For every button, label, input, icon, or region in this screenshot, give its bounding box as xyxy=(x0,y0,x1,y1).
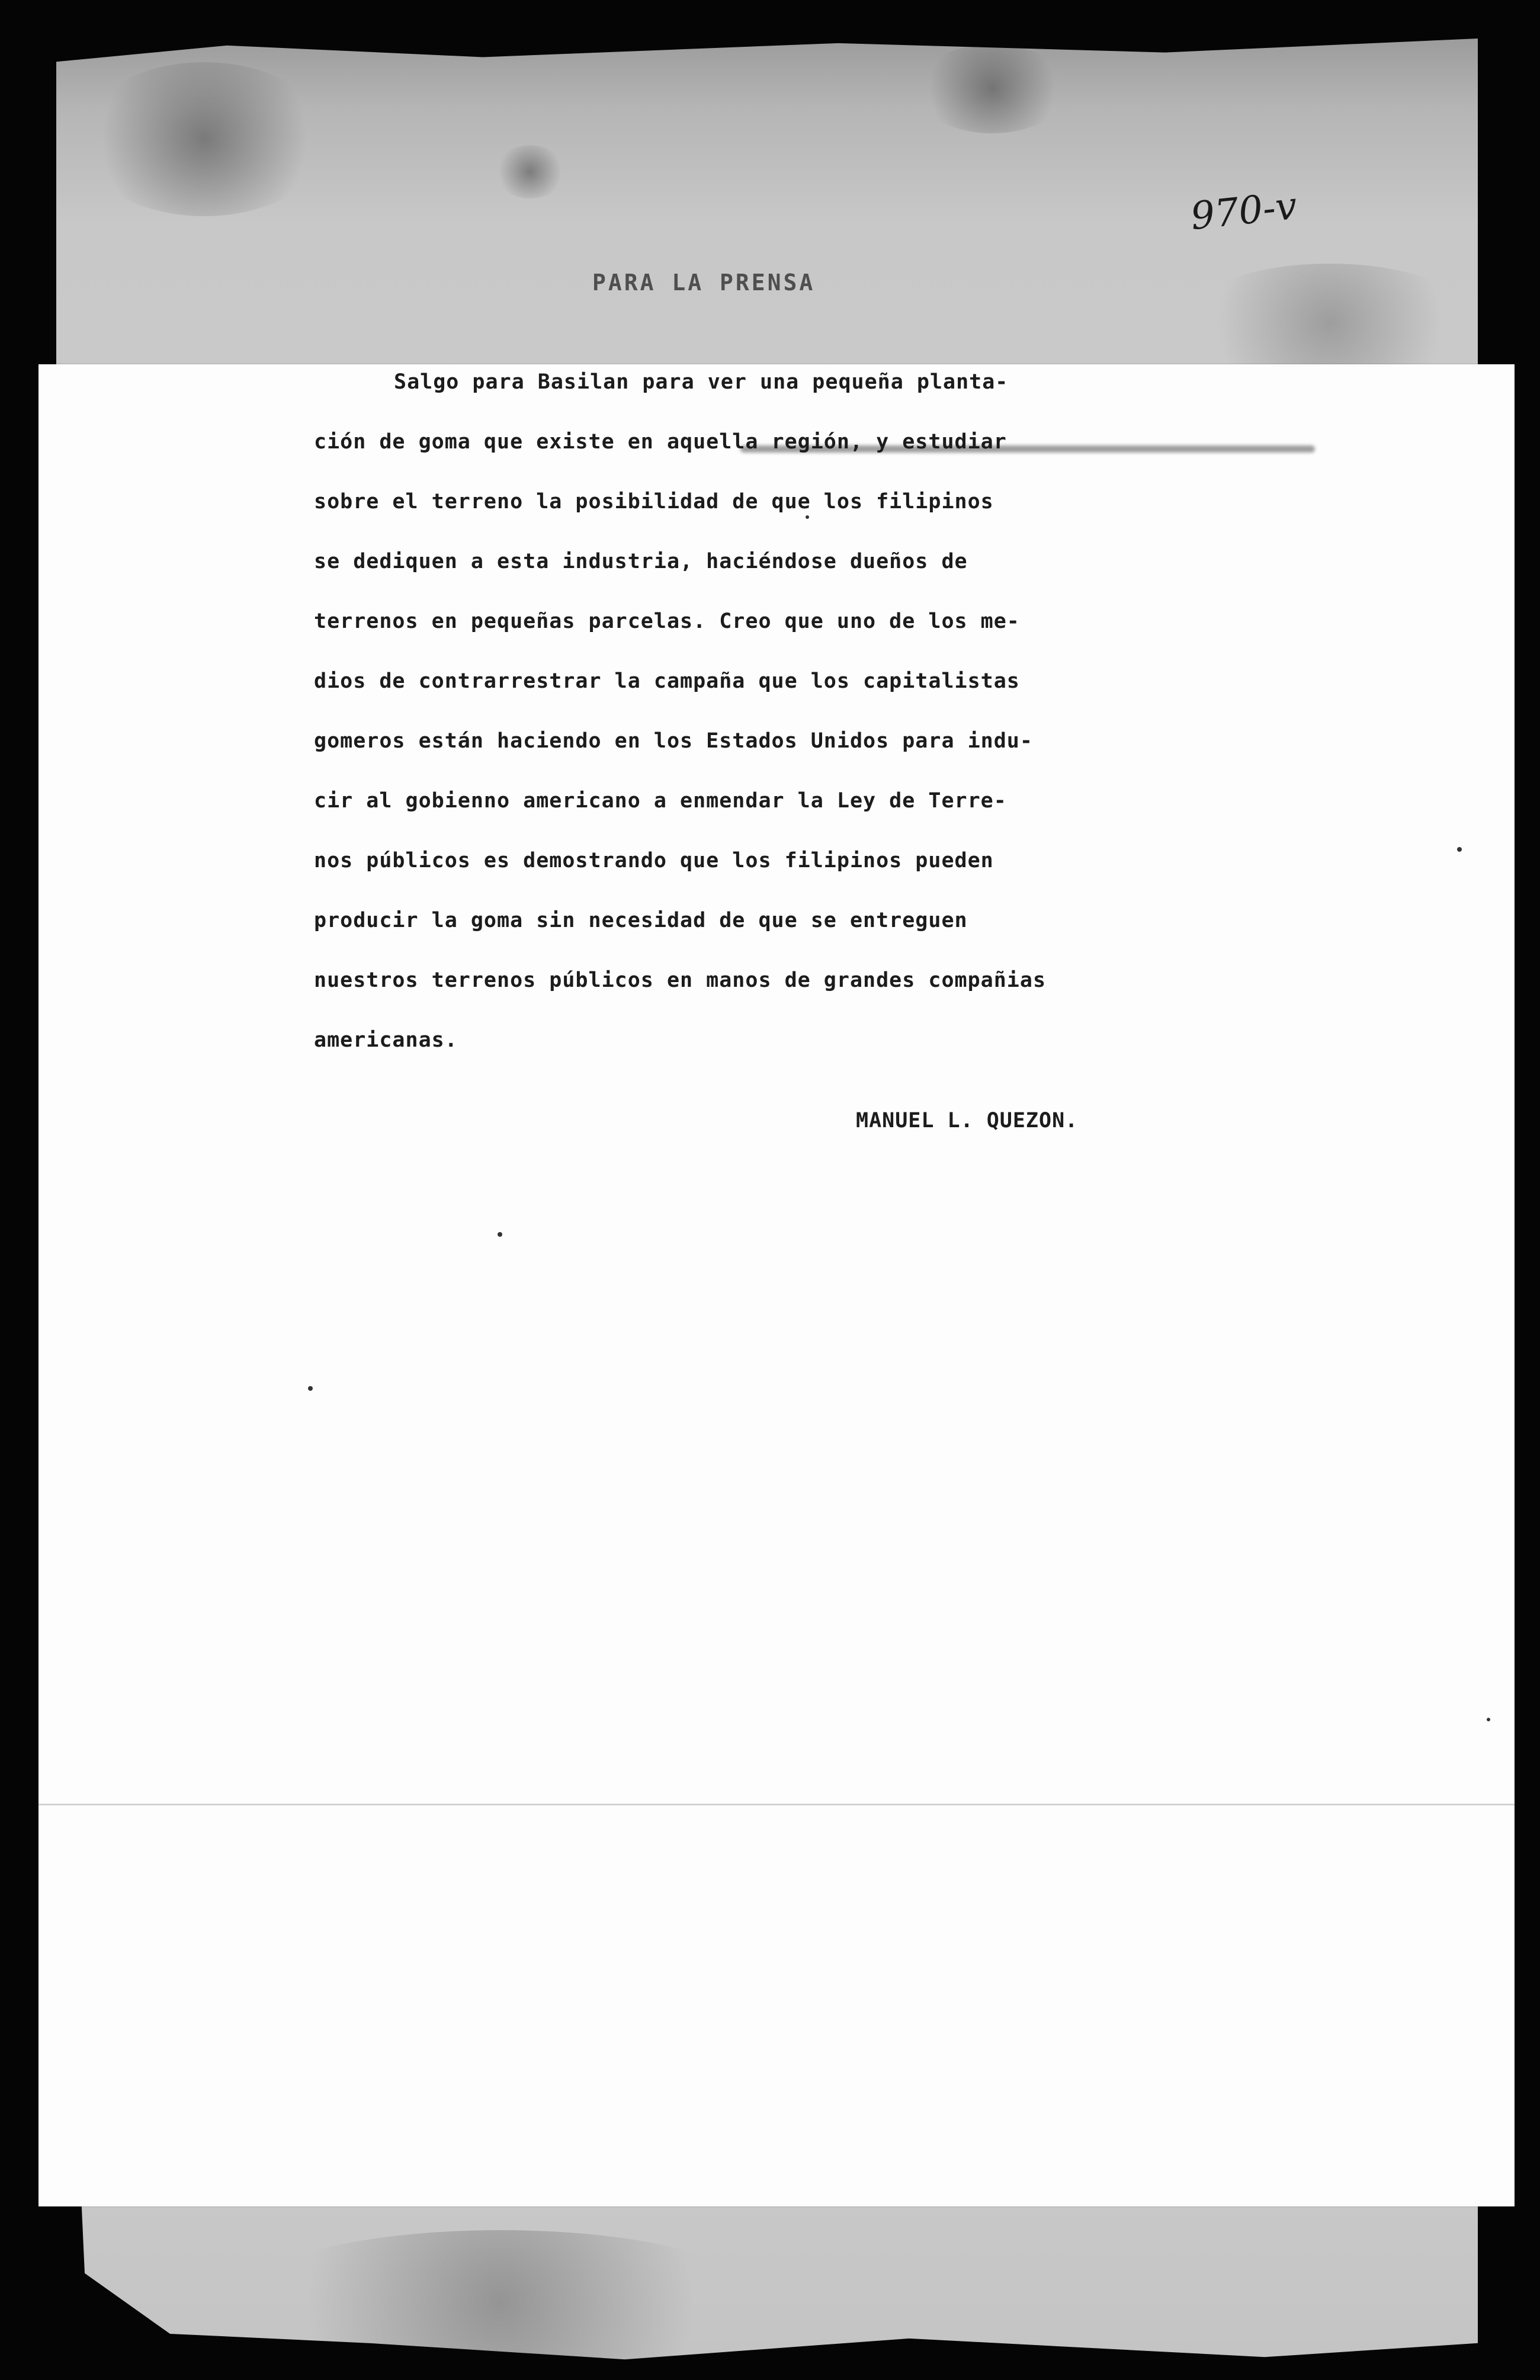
body-line-10: producir la goma sin necesidad de que se entreguen xyxy=(314,909,968,932)
body-line-4: se dediquen a esta industria, haciéndose dueños de xyxy=(314,550,968,573)
speck xyxy=(498,1232,502,1237)
body-line-7: gomeros están haciendo en los Estados Unidos para indu- xyxy=(314,729,1033,753)
archive-number: 970-v xyxy=(1188,184,1300,239)
body-line-11: nuestros terrenos públicos en manos de grandes compañias xyxy=(314,968,1047,992)
typed-paper-sheet xyxy=(38,364,1515,2206)
body-line-12: americanas. xyxy=(314,1028,458,1052)
body-line-9: nos públicos es demostrando que los filipinos pueden xyxy=(314,849,994,873)
body-line-5: terrenos en pequeñas parcelas. Creo que uno de los me- xyxy=(314,610,1020,633)
body-line-3: sobre el terreno la posibilidad de que los filipinos xyxy=(314,490,994,514)
speck xyxy=(308,1386,313,1391)
document-header: PARA LA PRENSA xyxy=(592,270,816,296)
body-line-6: dios de contrarrestrar la campaña que los capitalistas xyxy=(314,669,1020,693)
speck xyxy=(1487,1718,1490,1721)
paper-fold-line xyxy=(38,1804,1515,1805)
speck xyxy=(806,515,809,519)
body-line-2: ción de goma que existe en aquella región, y estudiar xyxy=(314,430,1007,454)
signature: MANUEL L. QUEZON. xyxy=(856,1109,1079,1133)
body-line-8: cir al gobienno americano a enmendar la Ley de Terre- xyxy=(314,789,1007,813)
body-line-1: Salgo para Basilan para ver una pequeña planta- xyxy=(394,370,1009,394)
speck xyxy=(1457,847,1462,852)
